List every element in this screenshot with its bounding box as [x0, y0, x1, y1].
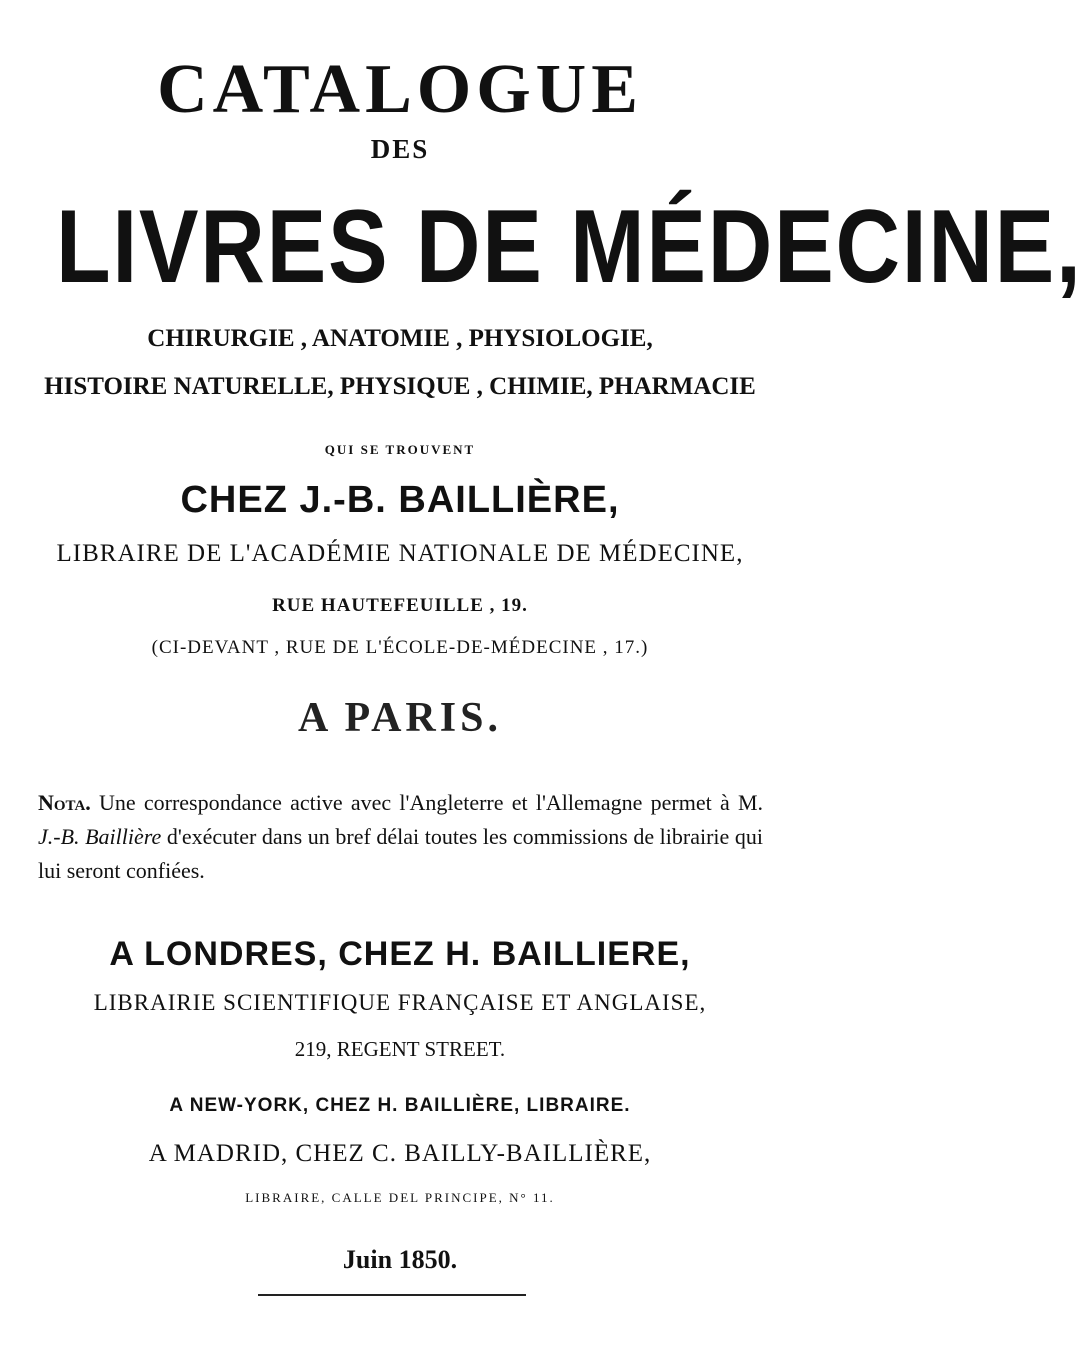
nota-name: J.-B. Baillière [38, 824, 162, 849]
city-paris: A PARIS. [298, 695, 502, 741]
nota-paragraph [38, 786, 763, 888]
catalogue-title: CATALOGUE [157, 51, 643, 128]
madrid-branch: A MADRID, CHEZ C. BAILLY-BAILLIÈRE, [148, 1140, 652, 1167]
subtitle-line-1: CHIRURGIE , ANATOMIE , PHYSIOLOGIE, [147, 325, 653, 352]
new-york-branch: A NEW-YORK, CHEZ H. BAILLIÈRE, LIBRAIRE. [169, 1095, 631, 1116]
london-address: 219, REGENT STREET. [294, 1037, 506, 1061]
subtitle-line-2: HISTOIRE NATURELLE, PHYSIQUE , CHIMIE, PHARMACIE [44, 373, 756, 400]
publisher-role: LIBRAIRE DE L'ACADÉMIE NATIONALE DE MÉDECINE, [56, 540, 744, 567]
publisher-address: RUE HAUTEFEUILLE , 19. [272, 595, 528, 616]
london-role: LIBRAIRIE SCIENTIFIQUE FRANÇAISE ET ANGLAISE, [93, 990, 707, 1015]
publication-date: Juin 1850. [342, 1245, 458, 1274]
madrid-address: LIBRAIRE, CALLE DEL PRINCIPE, N° 11. [245, 1190, 555, 1205]
subject-heading: LIVRES DE MÉDECINE, [56, 189, 1083, 305]
former-address: (CI-DEVANT , RUE DE L'ÉCOLE-DE-MÉDECINE , 17.) [151, 637, 649, 658]
qui-se-trouvent: QUI SE TROUVENT [324, 442, 476, 457]
closing-rule [258, 1294, 526, 1296]
nota-text-before: Une correspondance active avec l'Angleterre et l'Allemagne permet à M. [90, 790, 763, 815]
nota-text-after: d'exécuter dans un bref délai toutes les commissions de librairie qui lui seront confiées. [38, 824, 763, 883]
publisher-name: CHEZ J.-B. BAILLIÈRE, [180, 479, 620, 521]
des-label: DES [370, 134, 430, 164]
london-branch: A LONDRES, CHEZ H. BAILLIERE, [109, 935, 691, 973]
nota-label: Nota. [38, 790, 91, 815]
